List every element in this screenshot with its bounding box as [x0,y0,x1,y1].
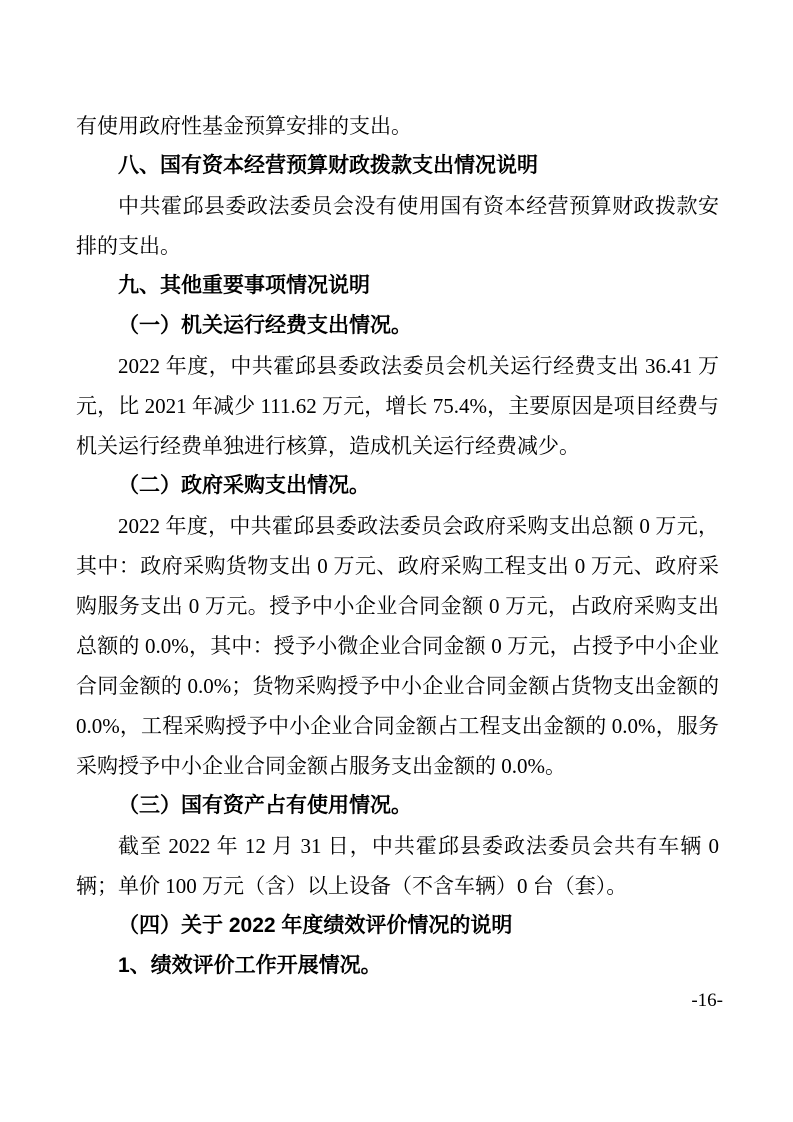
section-heading: 八、国有资本经营预算财政拨款支出情况说明 [118,154,538,177]
page-number: -16- [691,990,723,1011]
document-body [76,106,719,986]
section-heading: （四）关于 2022 年度绩效评价情况的说明 [118,914,513,937]
paragraph: 2022 年度，中共霍邱县委政法委员会政府采购支出总额 0 万元，其中：政府采购货物支出 0 万元、政府采购工程支出 0 万元、政府采购服务支出 0 万元。授予中小企业合同金额 0 万元，占政府采购支出总额的 0.0%，其中：授予小微企业合同金额 0 万元，占授予中小企业合同金额的 0.0%；货物采购授予中小企业合同金额占货物支出金额的 0.0%，工程采购授予中小企业合同金额占工程支出金额的 0.0%，服务采购授予中小企业合同金额占服务支出金额的 0.0%。 [76,514,719,778]
section-heading: 1、绩效评价工作开展情况。 [118,954,382,977]
section-heading: （三）国有资产占有使用情况。 [118,794,412,817]
paragraph: 有使用政府性基金预算安排的支出。 [76,114,412,138]
paragraph: 截至 2022 年 12 月 31 日，中共霍邱县委政法委员会共有车辆 0 辆；单价 100 万元（含）以上设备（不含车辆）0 台（套）。 [76,834,719,898]
paragraph: 2022 年度，中共霍邱县委政法委员会机关运行经费支出 36.41 万元，比 2021 年减少 111.62 万元，增长 75.4%，主要原因是项目经费与机关运行经费单独进行核算，造成机关运行经费减少。 [76,354,719,458]
section-heading: 九、其他重要事项情况说明 [118,274,370,297]
section-heading: （二）政府采购支出情况。 [118,474,370,497]
paragraph: 中共霍邱县委政法委员会没有使用国有资本经营预算财政拨款安排的支出。 [76,194,719,258]
section-heading: （一）机关运行经费支出情况。 [118,314,412,337]
